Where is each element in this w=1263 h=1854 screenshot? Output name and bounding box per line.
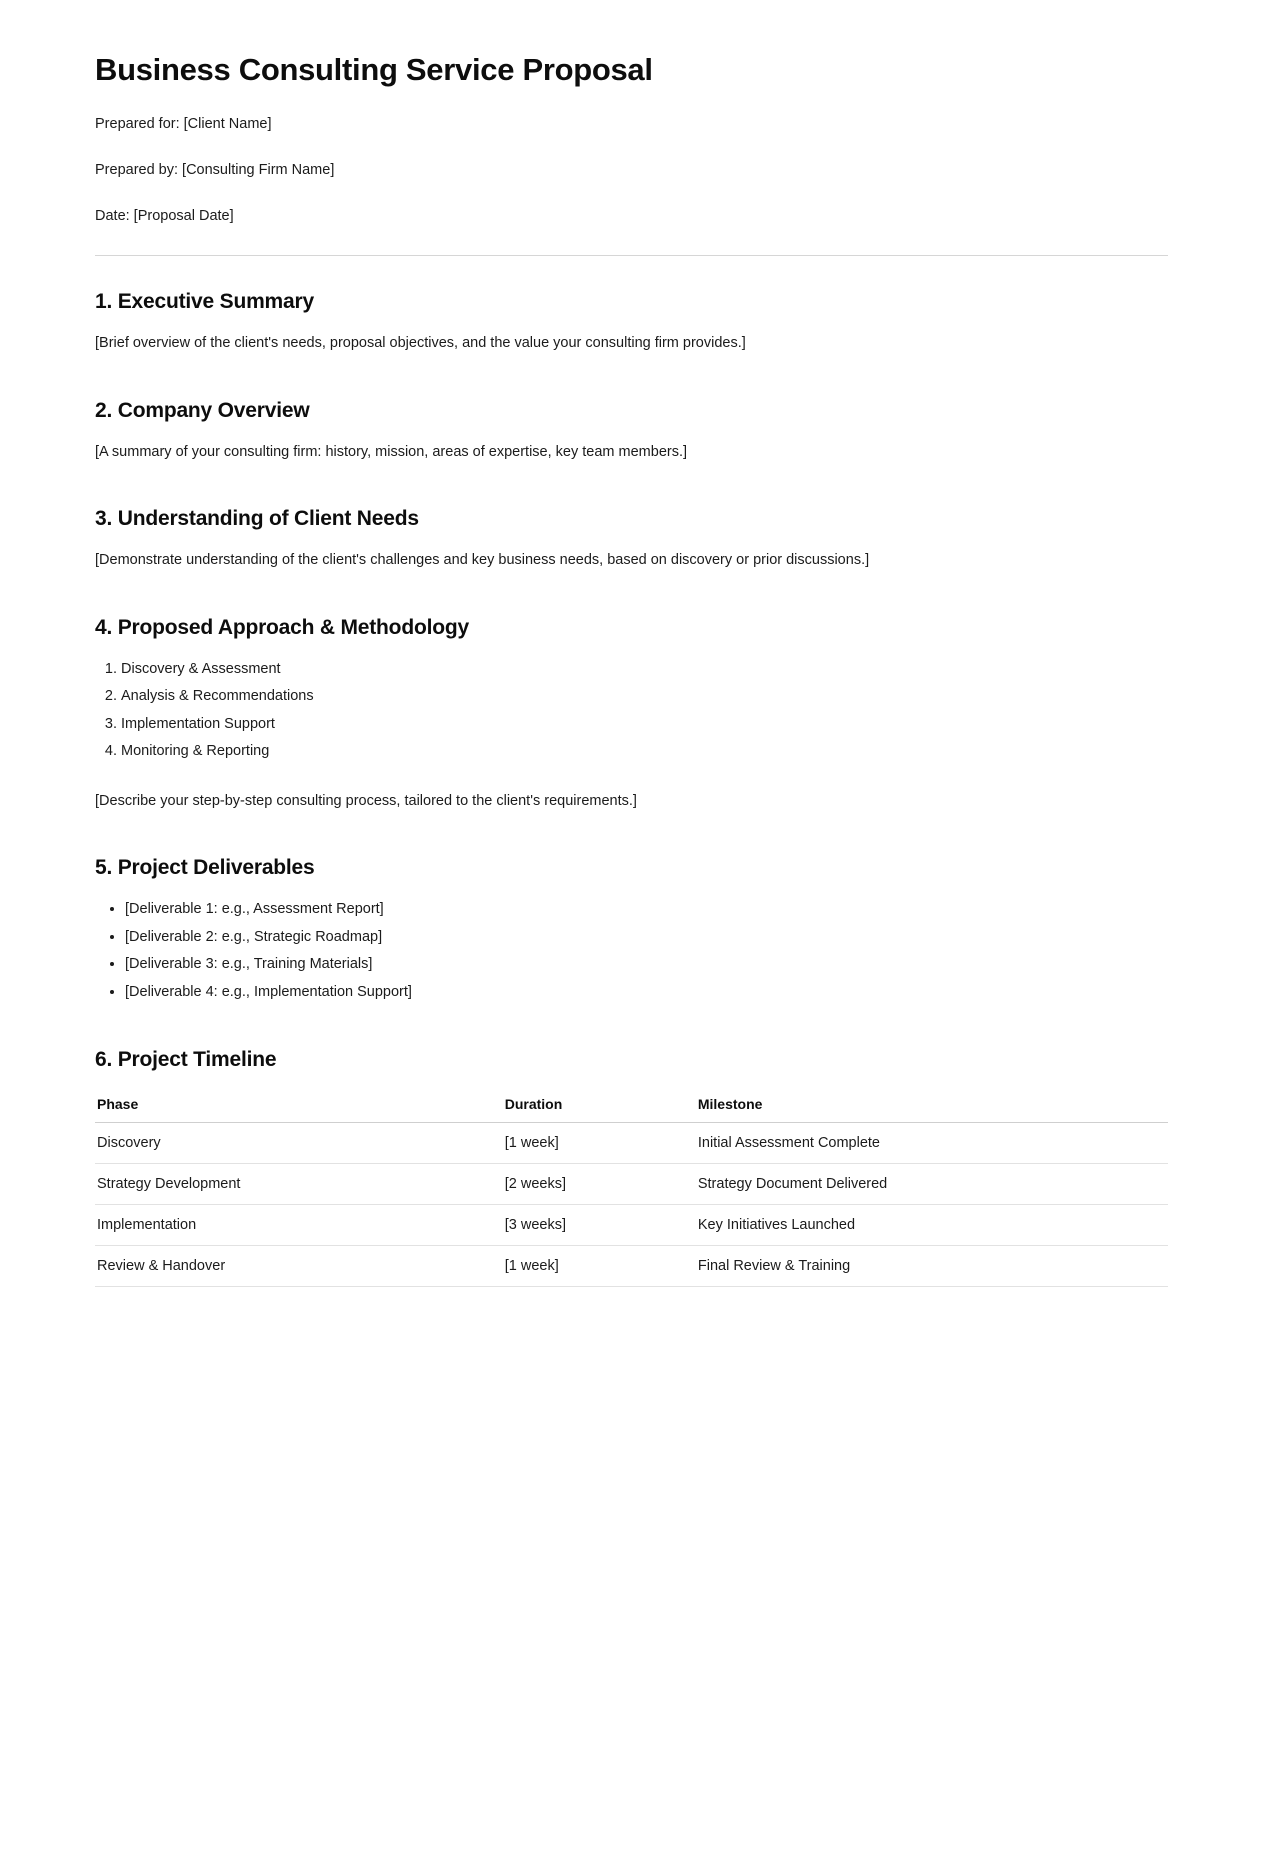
table-row xyxy=(95,1205,1168,1246)
section-project-timeline xyxy=(95,1048,1168,1287)
section-heading: 6. Project Timeline xyxy=(95,1048,277,1071)
table-header-row xyxy=(95,1090,1168,1123)
table-cell-phase: Strategy Development xyxy=(95,1164,503,1205)
section-paragraph: [A summary of your consulting firm: history, mission, areas of expertise, key team members.] xyxy=(95,443,688,460)
section-project-deliverables xyxy=(95,856,1168,1004)
section-company-overview xyxy=(95,399,1168,463)
table-cell-milestone: Initial Assessment Complete xyxy=(696,1123,1168,1164)
section-heading: 4. Proposed Approach & Methodology xyxy=(95,615,469,639)
proposal-date-line: Date: [Proposal Date] xyxy=(95,207,234,224)
section-paragraph: [Describe your step-by-step consulting process, tailored to the client's requirements.] xyxy=(95,792,637,809)
prepared-for-line: Prepared for: [Client Name] xyxy=(95,116,272,132)
prepared-by-line: Prepared by: [Consulting Firm Name] xyxy=(95,161,335,178)
section-heading: 1. Executive Summary xyxy=(95,290,314,314)
timeline-table xyxy=(95,1090,1168,1287)
list-item: • [Deliverable 3: e.g., Training Materials] xyxy=(125,953,1168,976)
table-row xyxy=(95,1123,1168,1164)
table-cell-duration: [2 weeks] xyxy=(503,1164,696,1205)
header-divider xyxy=(95,255,1168,256)
section-executive-summary xyxy=(95,290,1168,354)
section-heading: 2. Company Overview xyxy=(95,398,310,422)
table-cell-duration: [1 week] xyxy=(503,1123,696,1164)
table-cell-milestone: Final Review & Training xyxy=(696,1246,1168,1287)
column-header-phase: Phase xyxy=(95,1090,503,1123)
table-cell-milestone: Strategy Document Delivered xyxy=(696,1164,1168,1205)
section-understanding-client-needs xyxy=(95,507,1168,571)
table-cell-phase: Discovery xyxy=(95,1123,503,1164)
section-heading: 3. Understanding of Client Needs xyxy=(95,507,419,531)
table-cell-milestone: Key Initiatives Launched xyxy=(696,1205,1168,1246)
page-title: Business Consulting Service Proposal xyxy=(95,52,653,87)
table-cell-duration: [3 weeks] xyxy=(503,1205,696,1246)
list-item: • [Deliverable 1: e.g., Assessment Report] xyxy=(125,898,1168,921)
approach-step-list xyxy=(95,658,1168,764)
list-item: 2. Analysis & Recommendations xyxy=(121,685,1168,708)
section-paragraph: [Demonstrate understanding of the client's challenges and key business needs, based on discovery or prior discussions.] xyxy=(95,552,870,569)
list-item: 4. Monitoring & Reporting xyxy=(121,740,1168,763)
table-cell-duration: [1 week] xyxy=(503,1246,696,1287)
table-row xyxy=(95,1246,1168,1287)
table-cell-phase: Implementation xyxy=(95,1205,503,1246)
table-cell-phase: Review & Handover xyxy=(95,1246,503,1287)
list-item: 3. Implementation Support xyxy=(121,713,1168,736)
column-header-milestone: Milestone xyxy=(696,1090,1168,1123)
list-item: • [Deliverable 2: e.g., Strategic Roadmap] xyxy=(125,926,1168,949)
deliverables-list xyxy=(95,898,1168,1004)
section-heading: 5. Project Deliverables xyxy=(95,856,315,880)
table-row xyxy=(95,1164,1168,1205)
column-header-duration: Duration xyxy=(503,1090,696,1123)
list-item: 1. Discovery & Assessment xyxy=(121,658,1168,681)
list-item: • [Deliverable 4: e.g., Implementation Support] xyxy=(125,981,1168,1004)
section-proposed-approach xyxy=(95,616,1168,812)
section-paragraph: [Brief overview of the client's needs, proposal objectives, and the value your consulting firm provides.] xyxy=(95,335,746,352)
